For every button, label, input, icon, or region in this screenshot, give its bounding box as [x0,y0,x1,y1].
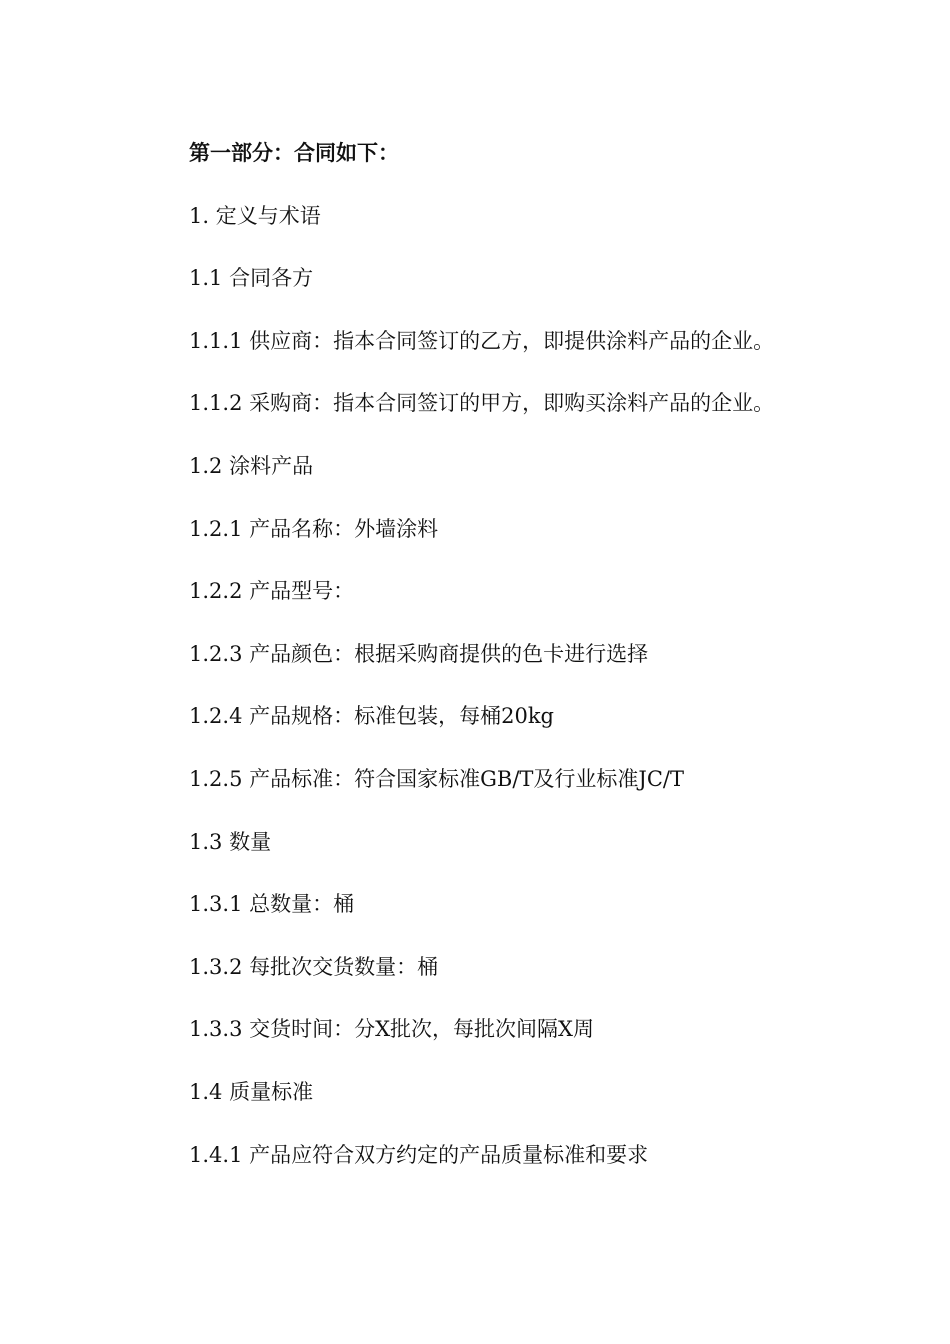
clause-1-2-1: 1.2.1 产品名称：外墙涂料 [189,516,439,541]
clause-1-4-1: 1.4.1 产品应符合双方约定的产品质量标准和要求 [189,1142,649,1167]
clause-1-2-4: 1.2.4 产品规格：标准包装，每桶20kg [189,704,554,729]
clause-1-4: 1.4 质量标准 [189,1079,314,1104]
clause-1-3-3: 1.3.3 交货时间：分X批次，每批次间隔X周 [189,1017,595,1042]
clause-1-3-1: 1.3.1 总数量：桶 [189,892,355,917]
section-heading: 第一部分：合同如下： [189,141,399,165]
clause-1-2-5: 1.2.5 产品标准：符合国家标准GB/T及行业标准JC/T [189,766,684,791]
clause-1-1-2: 1.1.2 采购商：指本合同签订的甲方，即购买涂料产品的企业。 [189,391,775,416]
clause-1-3-2: 1.3.2 每批次交货数量：桶 [189,954,439,979]
clause-1-3: 1.3 数量 [189,829,272,854]
clause-1-1-1: 1.1.1 供应商：指本合同签订的乙方，即提供涂料产品的企业。 [189,328,775,353]
clause-1: 1. 定义与术语 [189,203,321,228]
document-body [189,134,889,1198]
clause-1-2: 1.2 涂料产品 [189,453,314,478]
clause-1-2-2: 1.2.2 产品型号： [189,579,355,604]
clause-1-1: 1.1 合同各方 [189,266,314,291]
clause-1-2-3: 1.2.3 产品颜色：根据采购商提供的色卡进行选择 [189,641,649,666]
